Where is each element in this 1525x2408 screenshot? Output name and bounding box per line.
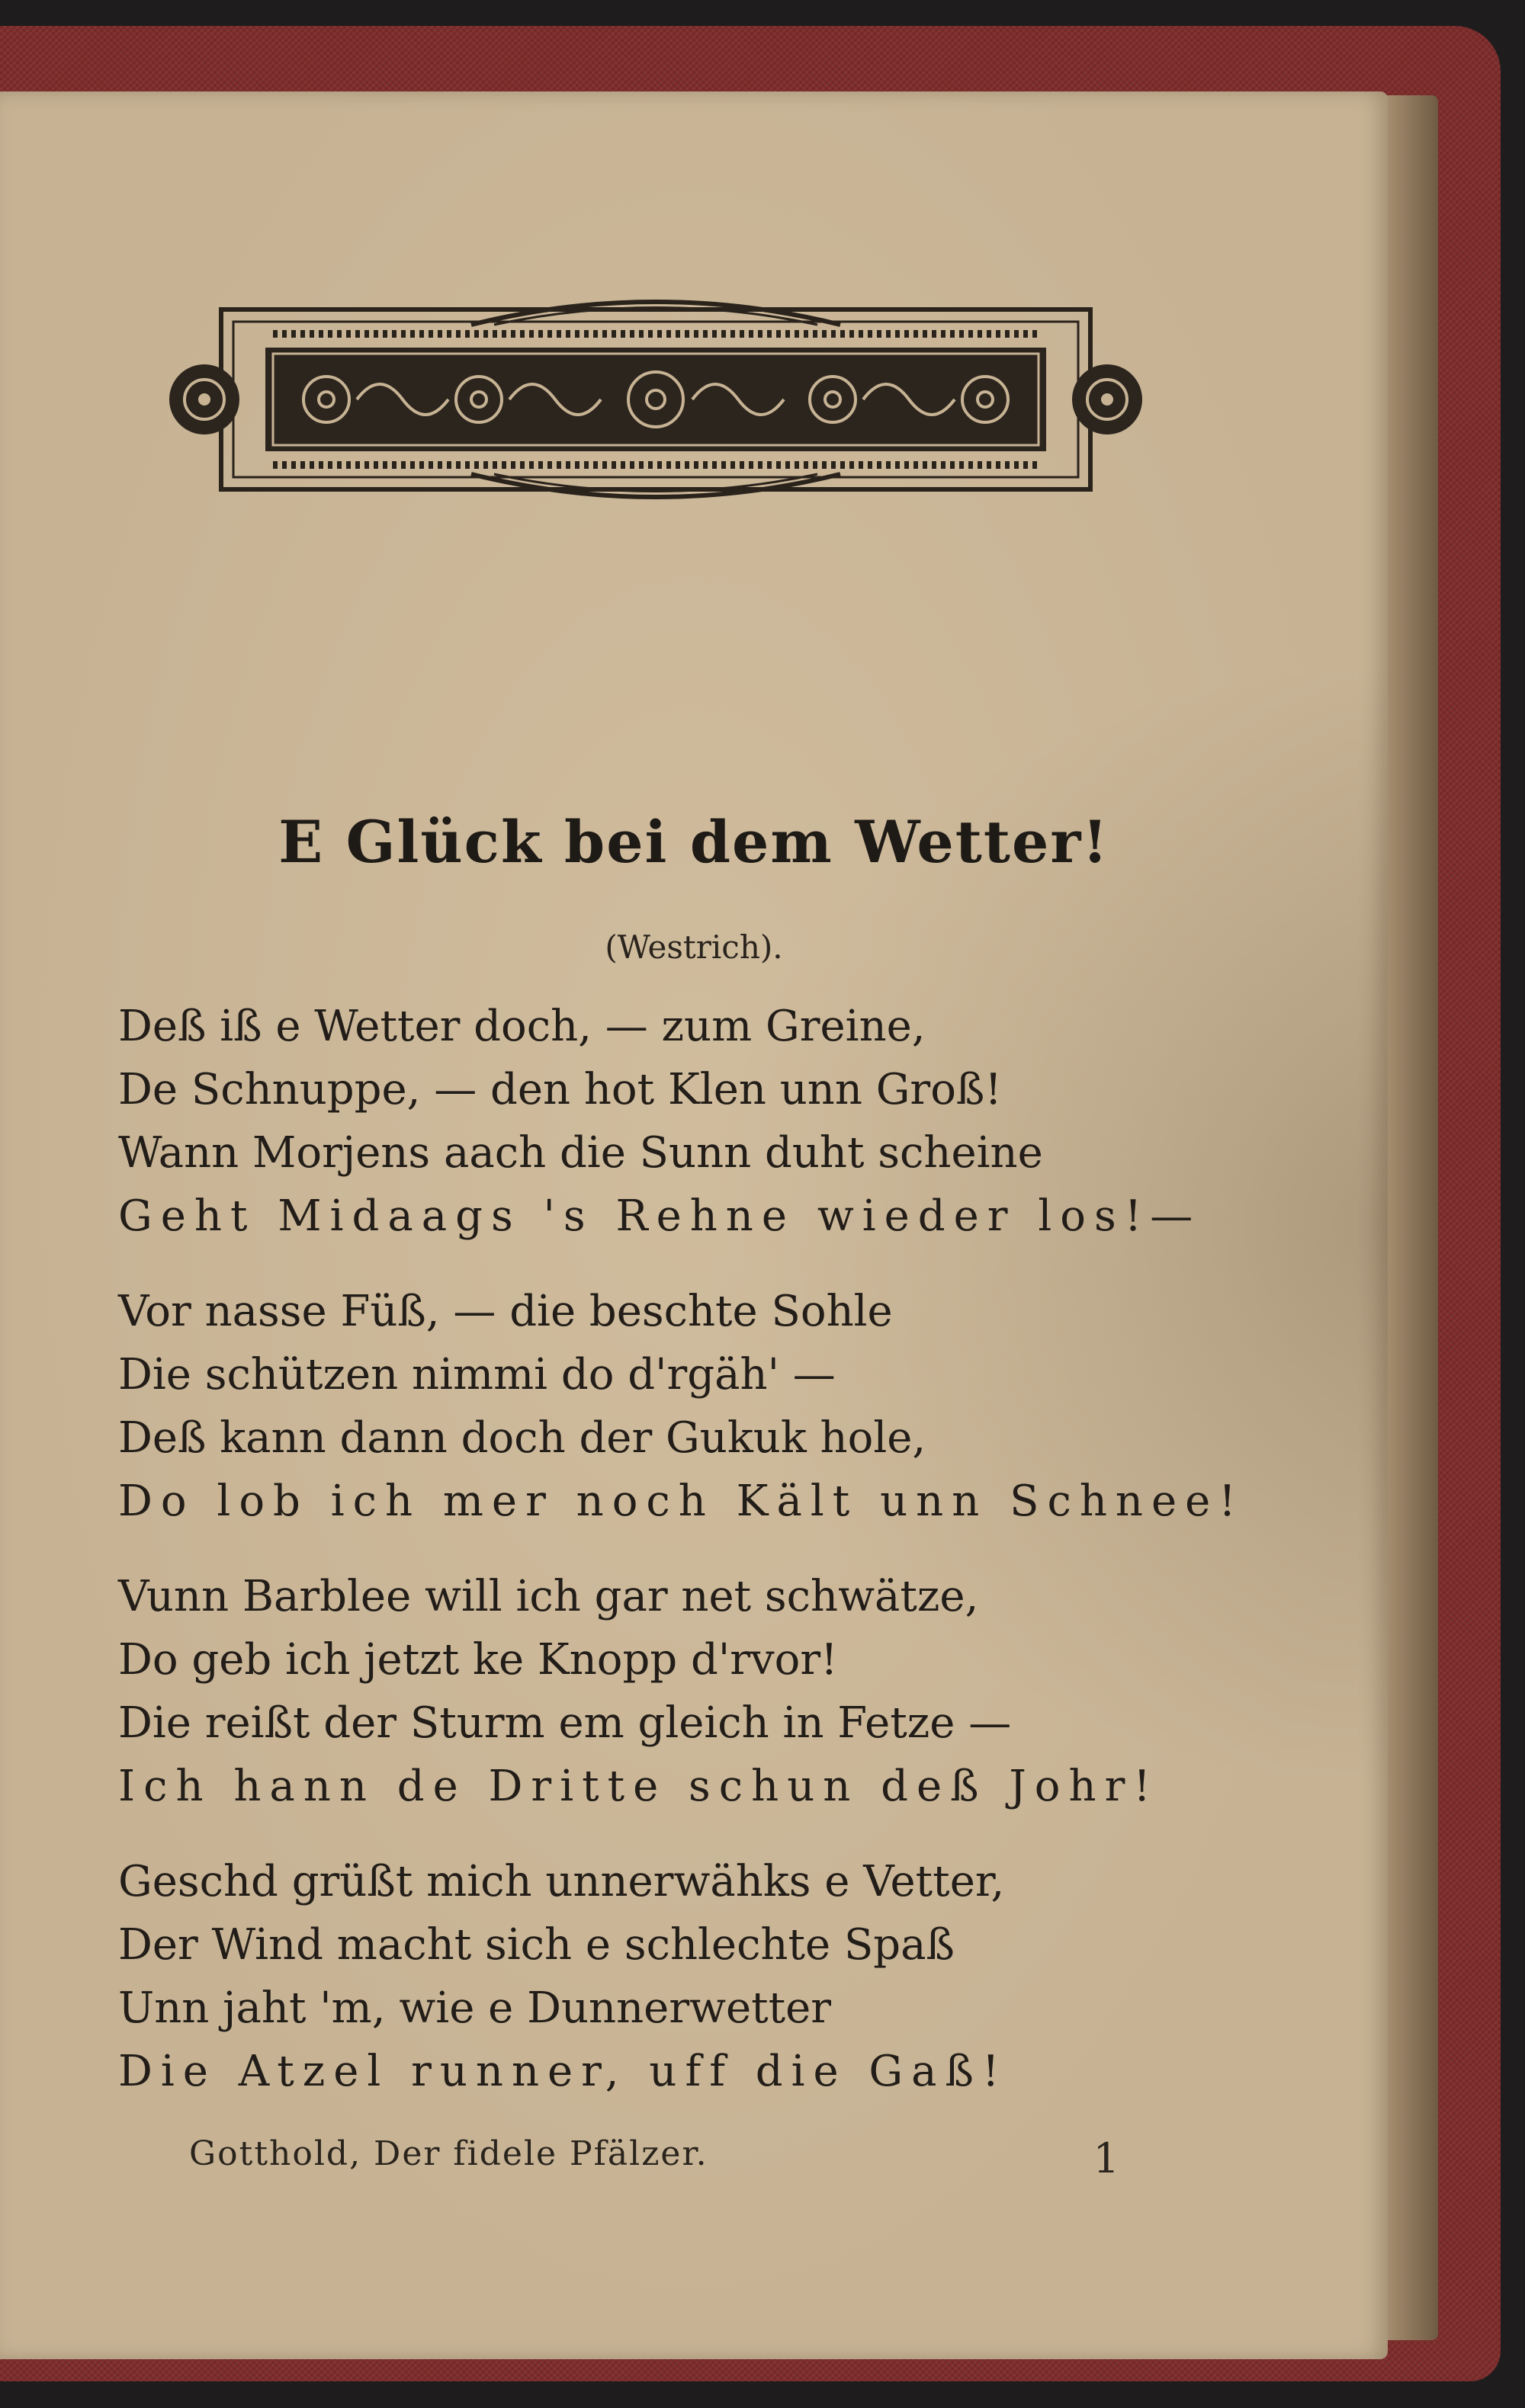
verse-line: Unn jaht 'm, wie e Dunnerwetter	[118, 1983, 832, 2033]
stanza-1	[118, 995, 1231, 1248]
verse-line: Ich hann de Dritte schun deß Johr!	[118, 1762, 1159, 1811]
stanza-2	[118, 1280, 1244, 1533]
verse-line: Vunn Barblee will ich gar net schwätze,	[118, 1572, 979, 1621]
page-footer	[189, 2134, 1119, 2180]
verse-line: Do lob ich mer noch Kält unn Schnee!	[118, 1477, 1244, 1526]
footer-signature: Gotthold, Der fidele Pfälzer.	[189, 2134, 708, 2173]
verse-line: Geht Midaags 's Rehne wieder los!—	[118, 1191, 1202, 1241]
stanza-4	[118, 1850, 1231, 2103]
stanza-3	[118, 1565, 1231, 1818]
verse-line: Die Atzel runner, uff die Gaß!	[118, 2047, 1008, 2096]
verse-line: Die reißt der Sturm em gleich in Fetze —	[118, 1698, 1012, 1748]
page-number: 1	[1093, 2134, 1119, 2182]
verse-line: Deß kann dann doch der Gukuk hole,	[118, 1413, 926, 1463]
verse-line: Wann Morjens aach die Sunn duht scheine	[118, 1128, 1043, 1178]
floral-headpiece-icon	[166, 287, 1145, 512]
poem-subtitle: (Westrich).	[605, 928, 783, 966]
verse-line: De Schnuppe, — den hot Klen unn Groß!	[118, 1065, 1002, 1114]
verse-line: Vor nasse Füß, — die beschte Sohle	[118, 1287, 893, 1336]
verse-line: Die schützen nimmi do d'rgäh' —	[118, 1350, 836, 1400]
verse-line: Deß iß e Wetter doch, — zum Greine,	[118, 1002, 926, 1051]
verse-line: Der Wind macht sich e schlechte Spaß	[118, 1920, 955, 1970]
verse-line: Geschd grüßt mich unnerwähks e Vetter,	[118, 1857, 1005, 1906]
poem-body	[118, 995, 1244, 2135]
verse-line: Do geb ich jetzt ke Knopp d'rvor!	[118, 1635, 838, 1685]
poem-title: E Glück bei dem Wetter!	[278, 808, 1109, 876]
